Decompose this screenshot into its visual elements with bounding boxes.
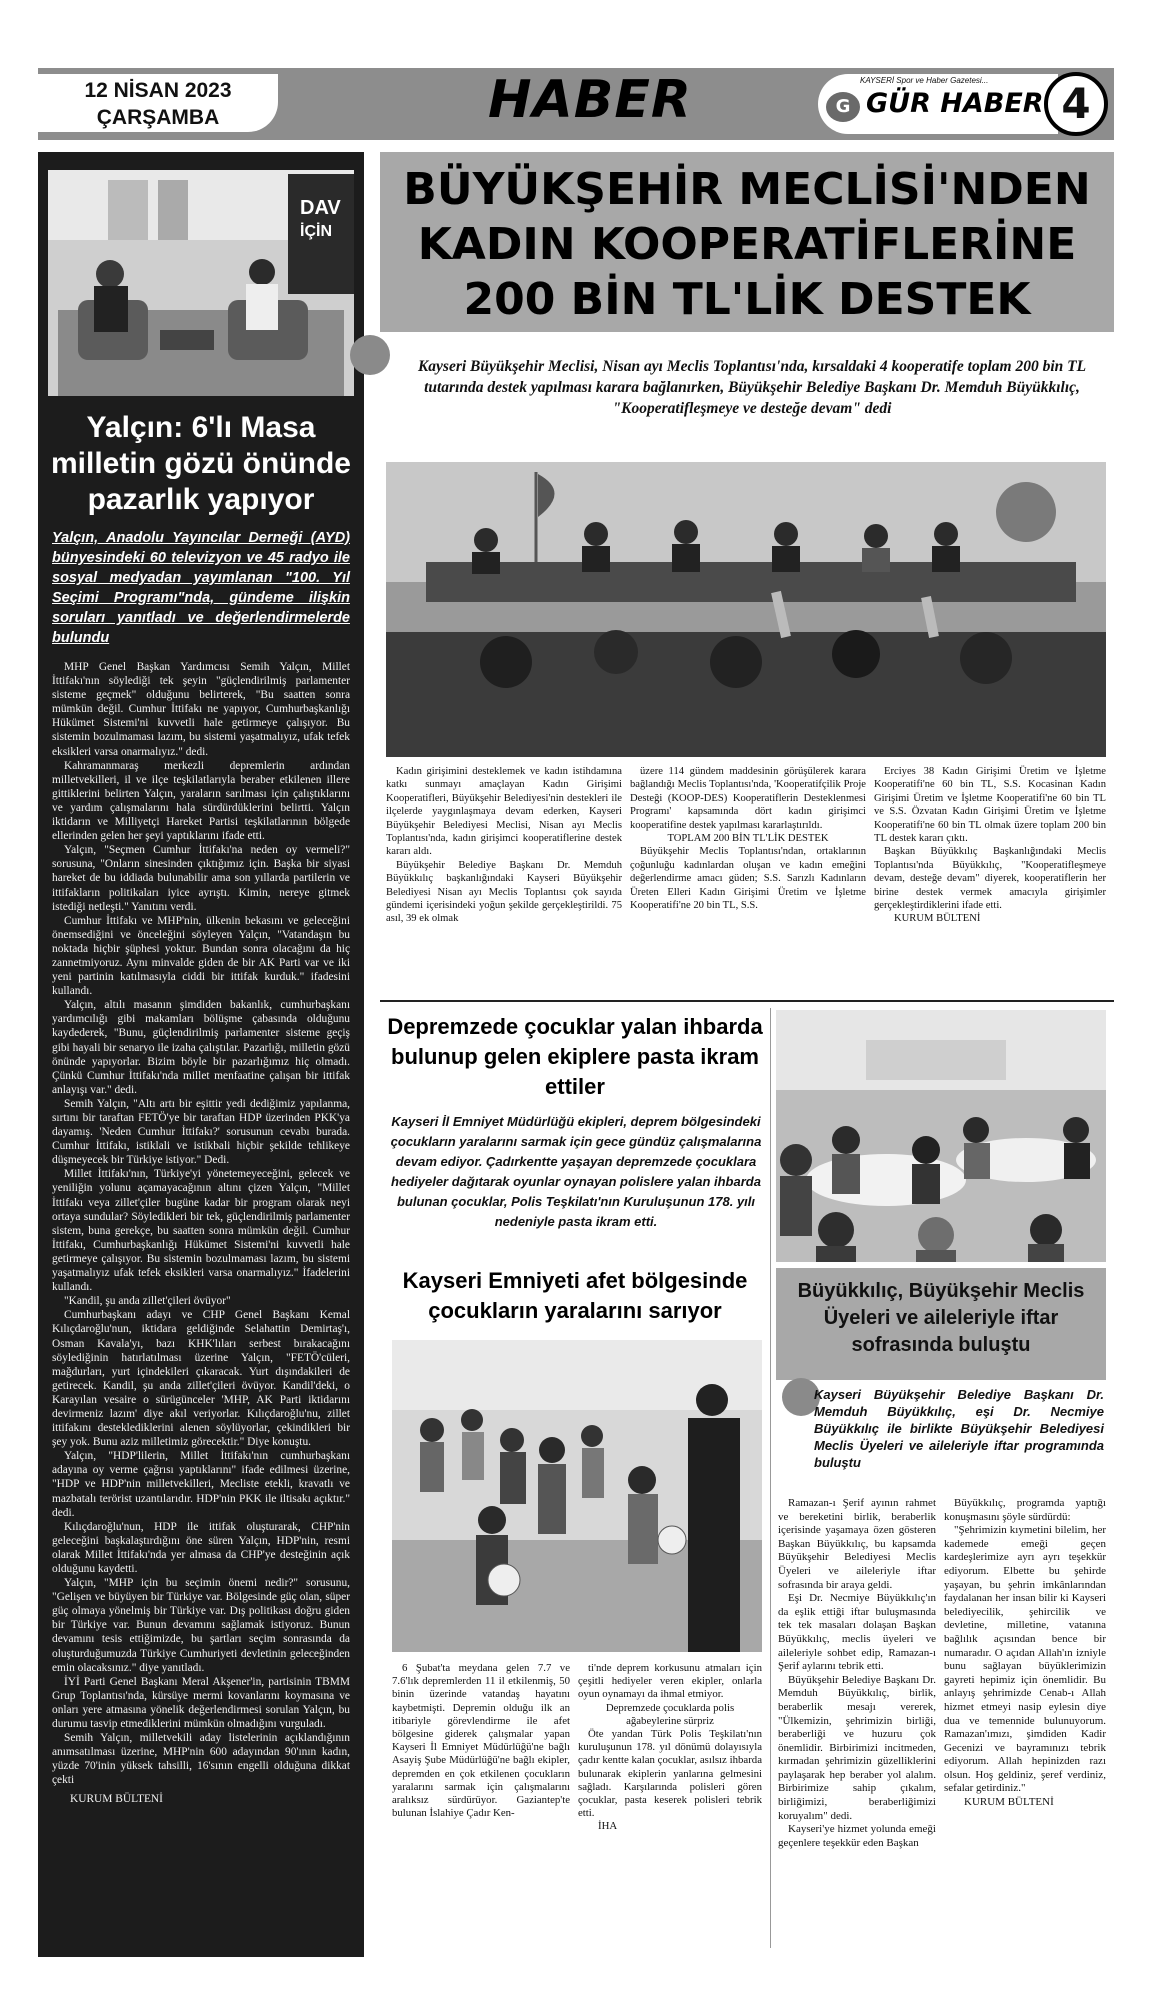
header-date-box: [38, 74, 278, 132]
cake-headline: Depremzede çocuklar yalan ihbarda bulunup gelen ekiplere pasta ikram ettiler: [387, 1014, 763, 1099]
iftar-paragraph: Ramazan-ı Şerif ayının rahmet ve bereketini birlik, beraberlik içerisinde yaşamaya özen gösteren Başkan Büyükkılıç, bu kapsamda Büyükşehir Belediyesi Meclis Üyeleri ve aileleriyle iftar sofrasında bir araya geldi.: [778, 1497, 936, 1591]
iftar-col-1: [778, 1497, 936, 1937]
main-paragraph: üzere 114 gündem maddesinin görüşülerek karara bağlandığı Meclis Toplantısı'nda, 'Kooperatifçilik Proje Desteği (KOOP-DES) Kooperatiflerin Desteklenmesi Programı' kapsamında dört kadın girişimci kooperatifine destek yapılması kararlaştırıldı.: [630, 766, 866, 831]
left-paragraph: Kahramanmaraş merkezli depremlerin ardından milletvekilleri, il ve ilçe teşkilatlarıyla beraber etkilenen illere gittiklerini belirten Yalçın, yaraların sarılması için çalıştıklarını ve yardım çalışmalarını hala sürdürdüklerini belirtti. Yalçın iktidarın ve Milliyetçi Hareket Partisi teşkilatlarının bölgede ellerinden gelen her şeyi yaptıklarını ifade etti.: [52, 759, 350, 843]
headline-bullet: [350, 335, 390, 375]
logo-tagline: KAYSERİ Spor ve Haber Gazetesi...: [860, 76, 989, 85]
council-meeting-illustration: [386, 462, 1106, 757]
main-col-1: [386, 765, 622, 990]
left-paragraph: Yalçın, "HDP'lilerin, Millet İttifakı'nın cumhurbaşkanı adayına oy verme çağrısı yaptıklarını" ifade edilmesi üzerine, "HDP ve HDP'nin milletvekilleri, Mecliste etekli, kravatlı ve mazbatalı terörist uzantılarıdır. HDP'nin PKK ile iltisakı açıktır." dedi.: [52, 1450, 350, 1519]
left-paragraph: Semih Yalçın, milletvekili aday listelerinin açıklandığının anımsatılması üzerine, MHP'nin 600 adayından 90'ının kadın, yüzde 70'inin yüksek tahsilli, 16'sının engelli olduğuna dikkat çekti: [52, 1732, 350, 1787]
police-children-illustration: [392, 1340, 762, 1652]
header-date: 12 NİSAN 2023: [84, 79, 232, 102]
tv-studio-illustration: [48, 170, 354, 396]
left-paragraph: Semih Yalçın, "Altı artı bir eşittir yedi dediğimiz yapılanma, sırtını bir taraftan FETÖ'ye bir taraftan HDP üzerinden PKK'ya dayamış. 'Neden Cumhur İttifakı?' sorusunun cevabı burada. Cumhur İttifakı, istiklali ve istikbali hiçbir şekilde tehlikeye düşmeyecek bir Türkiye istiyor." Dedi.: [52, 1097, 350, 1167]
left-lead: Yalçın, Anadolu Yayıncılar Derneği (AYD) bünyesindeki 60 televizyon ve 45 radyo ile sosyal medyadan yayımlanan "100. Yıl Seçimi Programı"nda, gündeme ilişkin soruları yanıtladı ve değerlendirmelerde bulundu: [52, 530, 350, 646]
main-paragraph: Erciyes 38 Kadın Girişimi Üretim ve İşletme Kooperatifi'ne 60 bin TL, S.S. Kocasinan Kadın Girişimi Üretim ve İşletme Kooperatifi'ne 60 bin TL ve S.S. Özvatan Kadın Girişimi Üretim ve İşletme Kooperatifi'ne 60 bin TL olmak üzere toplam 200 bin TL destek kararı çıktı.: [874, 766, 1106, 845]
iftar-signature: KURUM BÜLTENİ: [964, 1796, 1054, 1809]
section-title: HABER: [488, 70, 692, 130]
main-headline: [380, 152, 1114, 332]
police-paragraph: 6 Şubat'ta meydana gelen 7.7 ve 7.6'lık depremlerden 11 il etkilenmiş, 50 binin üzerinde vatandaş hayatını kaybetmişti. Depremin olduğu ilk an itibariyle görevlendirme ile afet bölgesine giderek çalışmalar yapan Kayseri İl Emniyet Müdürlüğü'ne bağlı Asayiş Şube Müdürlüğü'ne bağlı ekipler, depremden en çok etkilenen çocukların yaralarını sarmak için çalışmalarını aralıksız sürdürüyor. Gaziantep'te bulunan İslahiye Çadır Ken-: [392, 1662, 570, 1820]
iftar-headline: Büyükkılıç, Büyükşehir Meclis Üyeleri ve aileleriyle iftar sofrasında buluştu: [776, 1268, 1106, 1380]
column-divider: [770, 1008, 771, 1948]
police-paragraph: ti'nde deprem korkusunu atmaları için çeşitli hediyeler veren ekipler, onlarla oyun oynamayı da ihmal etmiyor.: [578, 1662, 762, 1701]
left-paragraph: Yalçın, "MHP için bu seçimin önemi nedir?" sorusunu, "Gelişen ve büyüyen bir Türkiye var. Bölgesinde güç olan, süper güç olmaya yönelmiş bir Türkiye var. Dış politikası doğru giden bir Türkiye var. Bunun devamını sağlamak istiyoruz. Bunun devamını tesis ettiğimizde, bu şartları seçim sonrasında da oluşturduğumuzda Türkiye Cumhuriyeti devletinin geleceğinden emin olacaksınız." diye yanıtladı.: [52, 1577, 350, 1674]
main-headline-line: KADIN KOOPERATİFLERİNE: [417, 219, 1077, 270]
tv-studio-photo: [48, 170, 354, 396]
main-col-3: [874, 765, 1106, 990]
main-paragraph: Büyükşehir Meclis Toplantısı'ndan, ortaklarının çoğunluğu kadınlardan oluşan ve kadın emeğini değerlendirme amacı güden; S.S. Sarızlı Kadınların Üreten Elleri Kadın Girişimi Üretim ve İşletme Kooperatifi'ne 20 bin TL, S.S.: [630, 846, 866, 912]
police-subhead: Depremzede çocuklarda polis ağabeylerine sürpriz: [605, 1701, 735, 1727]
iftar-illustration: [776, 1010, 1106, 1262]
left-body: [52, 660, 350, 1950]
police-col-2: [578, 1662, 762, 1937]
police-headline: Kayseri Emniyeti afet bölgesinde çocukların yaralarını sarıyor: [402, 1268, 748, 1323]
left-headline: Yalçın: 6'lı Masa milletin gözü önünde pazarlık yapıyor: [51, 411, 351, 516]
iftar-paragraph: Büyükşehir Belediye Başkanı Dr. Memduh Büyükkılıç, birlik, beraberlik mesajı vererek, "Ülkemizin, şehrimizin birliği, beraberliği ve huzuru çok önemlidir. Birbirimizi incitmeden, kırmadan şehrimizin güzelliklerini paylaşarak hep beraber yol alalım. Birbirimize sahip çıkalım, birliğimizi, beraberliğimizi koruyalım" dedi.: [778, 1673, 936, 1822]
left-paragraph: Millet İttifakı'nın, Türkiye'yi yönetemeyeceğini, gelecek ve yeniliğin yolunu açamayacağının altını çizen Yalçın, "Millet İttifakı veya zillet'çiler bugüne kadar bir program olarak neyi ortaya sundular? Söyledikleri bir tek, güçlendirilmiş parlamenter sistem, buna gerekçe, bu saatten sonra mümkün değil. Cumhur İttifakı, Cumhurbaşkanlığı Hükümet Sistemi'ni kuvvetli hale getirmeye çalışıyor. Bu sistemin bozulmaması lazım, bu sistemi yaşatmalıyız ufak tefek eksikleri varsa onarmalıyız." İfadelerini kullandı.: [52, 1168, 350, 1294]
police-col-1: [392, 1662, 570, 1937]
left-paragraph: Yalçın, "Seçmen Cumhur İttifakı'na neden oy vermeli?" sorusuna, "Onların sinesinden çıktığımız için. Başka bir siyasi hareket de bu iddiada bulunabilir ama son yıllarda partilerin ve ittifakların politikaları iyice ayrıştı. Kimin, nereye gitmek istediği netleşti." Yanıtını verdi.: [52, 844, 350, 913]
iftar-paragraph: Büyükkılıç, programda yaptığı konuşmasını şöyle sürdürdü:: [944, 1497, 1106, 1523]
left-paragraph: İYİ Parti Genel Başkanı Meral Akşener'in, partisinin TBMM Grup Toplantısı'nda, kürsüye mermi kovanlarını koymasına ve onları yere atmasına yönelik değerlendirmesi sorulan Yalçın, bu durumu tasvip etmediklerini mümkün olmadığını vurguladı.: [52, 1675, 350, 1731]
police-children-photo: [392, 1340, 762, 1652]
main-paragraph: Büyükşehir Belediye Başkanı Dr. Memduh Büyükkılıç başkanlığındaki Kayseri Büyükşehir Belediyesi Nisan ayı Meclis Toplantısı çok sayıda gündemi içerisindeki yoğun şekilde gerçekleştirildi. 75 asıl, 39 ek olmak: [386, 859, 622, 925]
svg-text:İÇİN: İÇİN: [300, 223, 332, 240]
left-paragraph: Kılıçdaroğlu'nun, HDP ile ittifak oluşturarak, CHP'nin geleceğini başkalaştırdığını öne süren Yalçın, HDP'nin, resmi olarak Millet İttifakı'nda yer almasa da CHP'ye desteğinin açık olduğunu kaydetti.: [52, 1520, 350, 1575]
iftar-paragraph: Eşi Dr. Necmiye Büyükkılıç'ın da eşlik ettiği iftar buluşmasında tek tek masaları dolaşan Başkan Büyükkılıç, meclis üyeleri ve aileleriyle sohbet edip, Ramazan-ı Şerif aylarını tebrik etti.: [778, 1592, 936, 1673]
tv-banner-text: DAV: [300, 197, 341, 219]
iftar-paragraph: "Şehrimizin kıymetini bilelim, her kademede emeği geçen kardeşlerimize ayrı ayrı teşekkür ediyorum. Elbette bu şehirde yaşayan, bu şehrin imkânlarından faydalanan her insan bilir ki Kayseri belediyecilik, şehircilik ve devletine, milletine, vatanına bağlılık açısından bence bir numaradır. O açıdan Allah'ın izniyle bunu sağlayan büyüklerimizin gayreti hepimiz için önemlidir. Bu anlayış şehrimizde Cenab-ı Allah hizmet etmeyi nasip eylesin diye dua ve temennide bulunuyorum. Ramazan'ımızı, şimdiden Kadir Gecenizi ve bayramınızı tebrik ediyorum. Allah hepinizden razı olsun. Hoş geldiniz, şeref verdiniz, sefalar getirdiniz.": [944, 1524, 1106, 1795]
left-subhead: "Kandil, şu anda zillet'çileri övüyor": [64, 1295, 231, 1308]
left-paragraph: Cumhurbaşkanı adayı ve CHP Genel Başkanı Kemal Kılıçdaroğlu'nun, iktidara geldiğinde Selahattin Demirtaş'ı, Osman Kavala'yı, bazı KHK'lıları serbest bırakacağını söylediğinin hatırlatılması üzerine Yalçın, "FETÖ'cüleri, mağdurları, yurt içindekileri çıkaracak. Yurt dışındakileri de getirecek. Kandil, şu anda zillet'çileri övüyor. Kandil'deki, o Karayılan vesaire o sürügünceler 'MHP, AK Parti iktidarını devirmeniz lazım' diye akıl veriyorlar. Kılıçdaroğlu'nu, zillet ittifakını desteklediklerini alenen söylüyorlar, çekindikleri bir şey yok. Bunu aziz milletimiz görecektir." Diye konuştu.: [52, 1309, 350, 1449]
main-col-2: [630, 765, 866, 990]
main-headline-line: 200 BİN TL'LİK DESTEK: [463, 274, 1031, 325]
main-headline-line: BÜYÜKŞEHİR MECLİSİ'NDEN: [403, 164, 1091, 215]
main-signature: KURUM BÜLTENİ: [894, 913, 981, 925]
logo-text: GÜR HABER: [866, 88, 1044, 119]
left-story: [38, 152, 364, 1957]
header-day: ÇARŞAMBA: [96, 106, 220, 129]
page-number: 4: [1044, 72, 1108, 136]
iftar-lead: Kayseri Büyükşehir Belediye Başkanı Dr. Memduh Büyükkılıç, eşi Dr. Necmiye Büyükkılıç ile birlikte Büyükşehir Belediyesi Meclis Üyeleri ve aileleriyle iftar programında buluştu: [814, 1387, 1104, 1470]
iftar-col-2: [944, 1497, 1106, 1937]
iftar-paragraph: Kayseri'ye hizmet yolunda emeği geçenlere teşekkür eden Başkan: [778, 1823, 936, 1849]
left-paragraph: MHP Genel Başkan Yardımcısı Semih Yalçın, Millet İttifakı'nın söylediği tek şeyin "güçlendirilmiş parlamenter sisteme geçmek" olduğunu belirterek, "Bu saatten sonra mümkün değil. Cumhur İttifakı ne yapıyor, Cumhurbaşkanlığı Hükümet Sistemi'ni kuvvetli hale getirmeye çalışıyor. Bu sistemin bozulmaması lazım, bu sistemi yaşatmalıyız, ufak tefek eksikleri varsa onarmalıyız." dedi.: [52, 661, 350, 758]
left-signature: KURUM BÜLTENİ: [70, 1792, 163, 1805]
section-divider: [380, 1000, 1114, 1002]
police-signature: İHA: [598, 1820, 618, 1833]
left-paragraph: Cumhur İttifakı ve MHP'nin, ülkenin bekasını ve geleceğini önemsediğini ve önceleğini söyleyen Yalçın, "Vatandaşın bu noktada hiçbir şüphesi yoktur. Bundan sonra olacağını da hiç zannetmiyoruz. Aynı minvalde giden de bir AK Parti var ve iki yeni partinin katılmasıyla ciddi bir ittifak kurduk." ifadesini kullandı.: [52, 914, 350, 998]
left-paragraph: Yalçın, altılı masanın şimdiden bakanlık, cumhurbaşkanı yardımcılığı gibi makamları bölüşme çabasında olduğunu kaydederek, "Bunu, güçlendirilmiş parlamenter sisteme geçiş gibi hayali bir senaryo ile izaha çalıştılar. Pazarlığı, milletin gözü önünde yapıyorlar. Bizim böyle bir pazarlığımız hiç olmadı. Çünkü Cumhur İttifakı'nda millet menfaatine çalışan bir ittifak anlayışı var." dedi.: [52, 999, 350, 1096]
main-paragraph: Kadın girişimini desteklemek ve kadın istihdamına katkı sunmayı amaçlayan Kadın Girişimi Kooperatifleri, Büyükşehir Belediyesi'nin destekleri ile ilçelerde yaygınlaşmaya devam ederken, Kayseri Büyükşehir Belediyesi Meclisi, Nisan ayı Meclis Toplantısı'nda, kadın girişimci kooperatiflerine destek kararı aldı.: [386, 766, 622, 858]
main-subhead: TOPLAM 200 BİN TL'LİK DESTEK: [667, 833, 829, 845]
council-meeting-photo: [386, 462, 1106, 757]
main-lead: Kayseri Büyükşehir Meclisi, Nisan ayı Meclis Toplantısı'nda, kırsaldaki 4 kooperatife toplam 200 bin TL tutarında destek yapılması karara bağlanırken, Büyükşehir Belediye Başkanı Dr. Memduh Büyükkılıç, "Kooperatifleşmeye ve desteğe devam" dedi: [417, 358, 1087, 417]
logo-mark-icon: G: [826, 92, 860, 122]
iftar-photo: [776, 1010, 1106, 1262]
main-paragraph: Başkan Büyükkılıç Başkanlığındaki Meclis Toplantısı'nda Büyükkılıç, "Kooperatifleşmeye devam, desteğe devam" diyerek, kooperatiflerin her birine destek vermek amacıyla girişimler gerçekleştirdiklerini ifade etti.: [874, 846, 1106, 912]
police-paragraph: Öte yandan Türk Polis Teşkilatı'nın kuruluşunun 178. yıl dönümü dolayısıyla çadır kentte kalan çocuklar, asılsız ihbarda bulunarak ekiplerin yanlarına gelmesini sağladı. Karşılarında polisleri gören çocuklar, pasta keserek polisleri tebrik etti.: [578, 1728, 762, 1820]
cake-lead: Kayseri İl Emniyet Müdürlüğü ekipleri, deprem bölgesindeki çocukların yaralarını sarmak için gece gündüz çalışmalarına devam ediyor. Çadırkentte yaşayan depremzede çocuklara hediyeler dağıtarak oyunlar oynayan polislere yalan ihbarda bulunan çocuklar, Polis Teşkilatı'nın Kuruluşunun 178. yılı nedeniyle pasta ikram etti.: [390, 1114, 762, 1229]
